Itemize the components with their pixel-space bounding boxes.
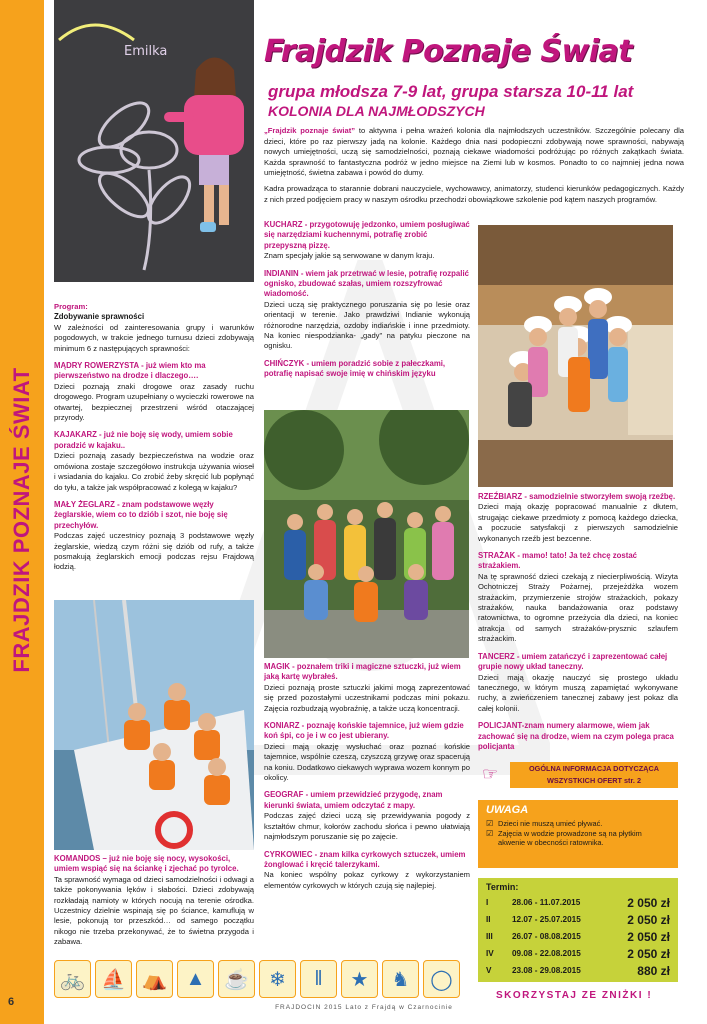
section-strazak: STRAŻAK - mamo! tato! Ja też chcę zostać strażakiem. Na tę sprawność dzieci czekają z niecierpliwością. Wizyta Ochotniczej Straży Pożarnej, przejeżdżka wozem strażackim, przymierzenie strojów strażackich, pokazy strażaków, nauka bandażowania oraz podstawy ratownictwa, to ogromne przeżycia dla dzieci, na koniec atrakcja od samych strażaków-prysznic szlaufem strażackim. (478, 551, 678, 644)
section-indianin: INDIANIN - wiem jak przetrwać w lesie, potrafię rozpalić ognisko, zbudować szałas, umiem rozszyfrować wiadomość. Dzieci uczą się praktycznego poruszania się po lesie oraz orientacji w terenie. Jako prawdziwi Indianie wykonują różnorodne narzędzia, ozdoby indiańskie i inne przedmioty. Na koniec niespodzianka- „gady” na patyku pieczone na ognisku. (264, 268, 470, 351)
section-kajakarz: KAJAKARZ - już nie boję się wody, umiem sobie poradzić w kajaku.. Dzieci poznają zasady bezpieczeństwa na wodzie oraz omówiona zostaje szczegółowo instrukcja używania wioseł i wsiadania do kajaku. Co zrobić żeby skręcić lub popłynąć do tyłu, a także jak współpracować z kolegą w kajaku? (54, 430, 254, 492)
discount-link[interactable]: SKORZYSTAJ ZE ZNIŻKI ! (496, 990, 653, 1001)
footer-text: FRAJDOCIN 2015 Lato z Frajdą w Czarnocinie (275, 1004, 453, 1011)
chopsticks-icon: ‖ (300, 960, 337, 998)
notice-box (478, 800, 678, 868)
section-policjant: POLICJANT-znam numery alarmowe, wiem jak zachować się na drodze, wiem na czym polega praca policjanta (478, 721, 674, 751)
intro-text: „Frajdzik poznaje świat” to aktywna i pełna wrażeń kolonia dla najmłodszych uczestników. Szczególnie polecany dla dzieci, które po raz pierwszy jadą na kolonie. Każdego dnia nasi podopieczni zdobywają nowe sprawności, nabywają nowych umiejętności, uczą się samodzielności, poznają ciekawe wiadomości podróżując po różnych zakątkach świata. Każda sprawność to fantastyczna podróż w jedno miejsce na Ziemi lub w kosmos. Ponadto to co najmniej jedna nowa umiejętność, świetna zabawa i powód do dumy. Kadra prowadząca to starannie dobrani nauczyciele, wychowawcy, animatorzy, studenci kierunków pedagogicznych. Każdy z nich przed podjęciem pracy w naszym ośrodku przechodzi obowiązkowe szkolenie pod kątem naszych programów. (264, 126, 684, 204)
section-kucharz: KUCHARZ - przygotowuję jedzonko, umiem posługiwać się narzędziami kuchennymi, potrafię zrobić przepyszną pizzę. Znam specjały jakie są serwowane w danym kraju. (264, 220, 470, 261)
photo-kids-chef-hats (478, 225, 673, 487)
kayak-icon: ⛺ (136, 960, 173, 998)
section-rzezbiarz: RZEŹBIARZ - samodzielnie stworzyłem swoją rzeźbę. Dzieci mają okazję popracować manualnie z dłutem, strugając ciekawe przedmioty z pomocą każdego dziecka, a poczucie satysfakcji z pierwszych samodzielnie wykonanych rzeźb jest bezcenne. (478, 492, 678, 543)
term-row: IV 09.08 - 22.08.2015 2 050 zł (486, 946, 670, 961)
notice-item: ☑ Dzieci nie muszą umieć pływać. (486, 819, 670, 829)
notice-title: UWAGA (486, 804, 529, 816)
program-heading: Zdobywanie sprawności (54, 312, 145, 322)
term-row: V 23.08 - 29.08.2015 880 zł (486, 963, 670, 978)
section-komandos: KOMANDOS – już nie boję się nocy, wysokości, umiem wspiąć się na ściankę i zjechać po tyrolce. Ta sprawność wymaga od dzieci samodzielności i odwagi a także pokonywania lęków i słabości. Dzieci zdobywają rozkładają namioty w których nocują na terenie ośrodka. Uczestnicy dzielnie wspinają się po ściance, kamuflują w lesie, pokonują tor przeszkód… od samego początku nikogo nie trzeba przekonywać, że to świetna przygoda i zabawa. (54, 854, 254, 947)
section-geograf: GEOGRAF - umiem przewidzieć przygodę, znam kierunki świata, umiem odczytać z mapy. Podczas zajęć dzieci uczą się przewidywania pogody z kształtów chmur, kołorów zachodu słońca i pewno ułatwiają najmłodszym poruszanie się po zajęcie. (264, 790, 470, 842)
svg-text:Emilka: Emilka (124, 44, 168, 59)
general-info-label: OGÓLNA INFORMACJA DOTYCZĄCA WSZYSTKICH OFERT str. 2 (510, 762, 678, 788)
notice-item: ☑ Zajęcia w wodzie prowadzone są na płytkim akwenie w obecności ratownika. (486, 829, 670, 848)
section-koniarz: KONIARZ - poznaję końskie tajemnice, już wiem gdzie koń śpi, co je i w co jest ubierany. Dzieci mają okazję wysłuchać oraz poznać końskie tajemnice, wspólnie czeszą, czyszczą grzywę oraz spacerują na koniu. Dodatkowo ciekawych wyprawa wozem konnym po okolicy. (264, 721, 470, 783)
program-label: Program: (54, 302, 88, 311)
sailboat-icon: ⛵ (95, 960, 132, 998)
term-row: II 12.07 - 25.07.2015 2 050 zł (486, 912, 670, 927)
left-column-bottom (54, 854, 254, 955)
section-rowerzysta: MĄDRY ROWERZYSTA - już wiem kto ma pierwszeństwo na drodze i dlaczego…. Dzieci poznają znaki drogowe oraz zasady ruchu drogowego. Program uzupełniany o wycieczki rowerowe na otwartej, bezpiecznej przestrzeni wśród otaczającej przyrody. (54, 361, 254, 423)
section-tancerz: TANCERZ - umiem zatańczyć i zaprezentować całej grupie nowy układ taneczny. Dzieci mają okazję nauczyć się prostego układu tanecznego, w którym muszą zapamiętać wykonywane ruchy, a zwieńczeniem tanecznej zabawy jest pokaz dla całej kolonii. (478, 651, 678, 713)
middle-column-top (264, 220, 470, 387)
term-row: I 28.06 - 11.07.2015 2 050 zł (486, 895, 670, 910)
feather-icon: ❄ (259, 960, 296, 998)
side-title: FRAJDZIK POZNAJE ŚWIAT (9, 367, 34, 673)
left-column (54, 302, 254, 580)
horse-icon: ♞ (382, 960, 419, 998)
section-chinczyk: CHIŃCZYK - umiem poradzić sobie z pałeczkami, potrafię napisać swoje imię w chińskim języku (264, 358, 446, 379)
middle-column-bottom (264, 662, 470, 898)
globe-icon: ◯ (423, 960, 460, 998)
dates-title: Termin: (486, 882, 519, 892)
right-column (478, 492, 678, 759)
photo-sailing-kids (54, 600, 254, 850)
tent-icon: ▲ (177, 960, 214, 998)
dates-prices-box (478, 878, 678, 982)
general-info-link[interactable] (478, 760, 678, 790)
section-cyrkowiec: CYRKOWIEC - znam kilka cyrkowych sztuczek, umiem żonglować i kręcić talerzykami. Na koniec wspólny pokaz cyrkowy z wykorzystaniem elementów cyrkowych w których czują się najlepiej. (264, 849, 470, 890)
photo-group-outdoors (264, 410, 469, 658)
section-magik: MAGIK - poznałem triki i magiczne sztuczki, już wiem jaką kartę wybrałeś. Dzieci poznają proste sztuczki jakimi mogą zaprezentować się przed pozostałymi uczestnikami podczas mini pokazu. Zajęcia rozbudzają wyobraźnię, a także uczą koncentracji. (264, 662, 470, 713)
magic-icon: ★ (341, 960, 378, 998)
program-text: W zależności od zainteresowania grupy i warunków pogodowych, w trakcie jednego turnusu dzieci zdobywają minimum 6 z następujących sprawności: (54, 322, 254, 353)
age-groups-subtitle: grupa młodsza 7-9 lat, grupa starsza 10-11 lat (268, 82, 634, 101)
photo-girl-chalk-drawing (54, 0, 254, 282)
section-zeglarz: MAŁY ŻEGLARZ - znam podstawowe węzły żeglarskie, wiem co to dziób i szot, nie boję się przechyłów. Podczas zajęć uczestnicy poznają 3 podstawowe węzły żeglarskie, wiedzą czym różni się dziób od rufy, a także posmakują żeglarskich emocji podczas rejsu Frajdową łodzią. (54, 499, 254, 572)
bicycle-icon: 🚲 (54, 960, 91, 998)
page-title: Frajdzik Poznaje Świat (264, 34, 633, 69)
page-number: 6 (8, 996, 15, 1008)
camp-type-subtitle: KOLONIA DLA NAJMŁODSZYCH (268, 103, 485, 119)
pointing-hand-icon: ☞ (482, 764, 499, 784)
term-row: III 26.07 - 08.08.2015 2 050 zł (486, 929, 670, 944)
chef-icon: ☕ (218, 960, 255, 998)
skills-icon-strip (54, 960, 474, 1004)
